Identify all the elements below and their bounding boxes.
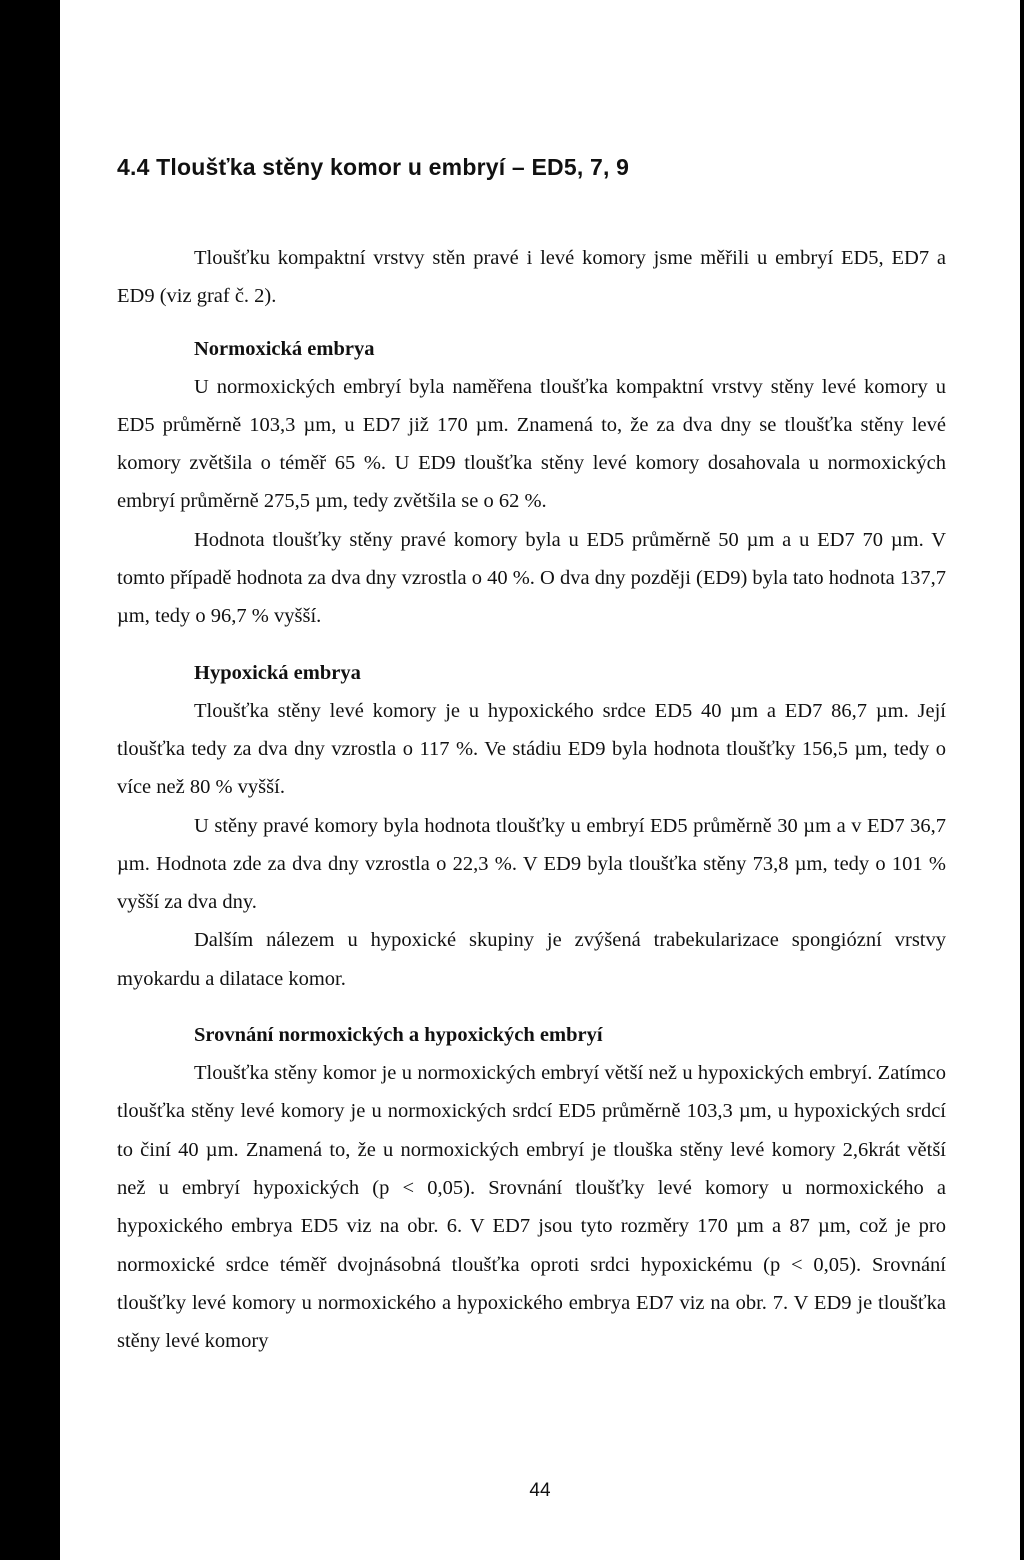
normoxic-heading: Normoxická embrya <box>194 337 375 360</box>
hypoxic-paragraph-2: U stěny pravé komory byla hodnota tloušťky u embryí ED5 průměrně 30 µm a v ED7 36,7 µm. Hodnota zde za dva dny vzrostla o 22,3 %. V ED9 byla tloušťka stěny 73,8 µm, tedy o 101 % vyšší za dva dny. <box>117 814 946 914</box>
section-title: 4.4 Tloušťka stěny komor u embryí – ED5, 7, 9 <box>117 154 630 180</box>
hypoxic-heading: Hypoxická embrya <box>194 661 361 684</box>
comparison-paragraph-1: Tloušťka stěny komor je u normoxických embryí větší než u hypoxických embryí. Zatímco tloušťka stěny levé komory je u normoxických srdcí ED5 průměrně 103,3 µm, u hypoxických srdcí to činí 40 µm. Znamená to, že u normoxických embryí je tlouška stěny levé komory 2,6krát větší než u embryí hypoxických (p < 0,05). Srovnání tloušťky levé komory u normoxického a hypoxického embrya ED5 viz na obr. 6. V ED7 jsou tyto rozměry 170 µm a 87 µm, což je pro normoxické srdce téměř dvojnásobná tloušťka oproti srdci hypoxickému (p < 0,05). Srovnání tloušťky levé komory u normoxického a hypoxického embrya ED7 viz na obr. 7. V ED9 je tloušťka stěny levé komory <box>117 1062 946 1353</box>
page-number: 44 <box>529 1480 551 1501</box>
normoxic-paragraph-2: Hodnota tloušťky stěny pravé komory byla u ED5 průměrně 50 µm a u ED7 70 µm. V tomto případě hodnota za dva dny vzrostla o 40 %. O dva dny později (ED9) byla tato hodnota 137,7 µm, tedy o 96,7 % vyšší. <box>117 528 946 628</box>
document-page <box>60 0 1020 1560</box>
hypoxic-paragraph-3: Dalším nálezem u hypoxické skupiny je zvýšená trabekularizace spongiózní vrstvy myokardu a dilatace komor. <box>117 929 946 990</box>
normoxic-paragraph-1: U normoxických embryí byla naměřena tloušťka kompaktní vrstvy stěny levé komory u ED5 průměrně 103,3 µm, u ED7 již 170 µm. Znamená to, že za dva dny se tloušťka stěny levé komory zvětšila o téměř 65 %. U ED9 tloušťka stěny levé komory dosahovala u normoxických embryí průměrně 275,5 µm, tedy zvětšila se o 62 %. <box>117 375 946 513</box>
comparison-heading: Srovnání normoxických a hypoxických embryí <box>194 1024 603 1047</box>
page-content <box>117 148 946 1360</box>
hypoxic-paragraph-1: Tloušťka stěny levé komory je u hypoxického srdce ED5 40 µm a ED7 86,7 µm. Její tloušťka tedy za dva dny vzrostla o 117 %. Ve stádiu ED9 byla hodnota tloušťky 156,5 µm, tedy o více než 80 % vyšší. <box>117 699 946 799</box>
intro-paragraph: Tloušťku kompaktní vrstvy stěn pravé i levé komory jsme měřili u embryí ED5, ED7 a ED9 (viz graf č. 2). <box>117 247 946 308</box>
